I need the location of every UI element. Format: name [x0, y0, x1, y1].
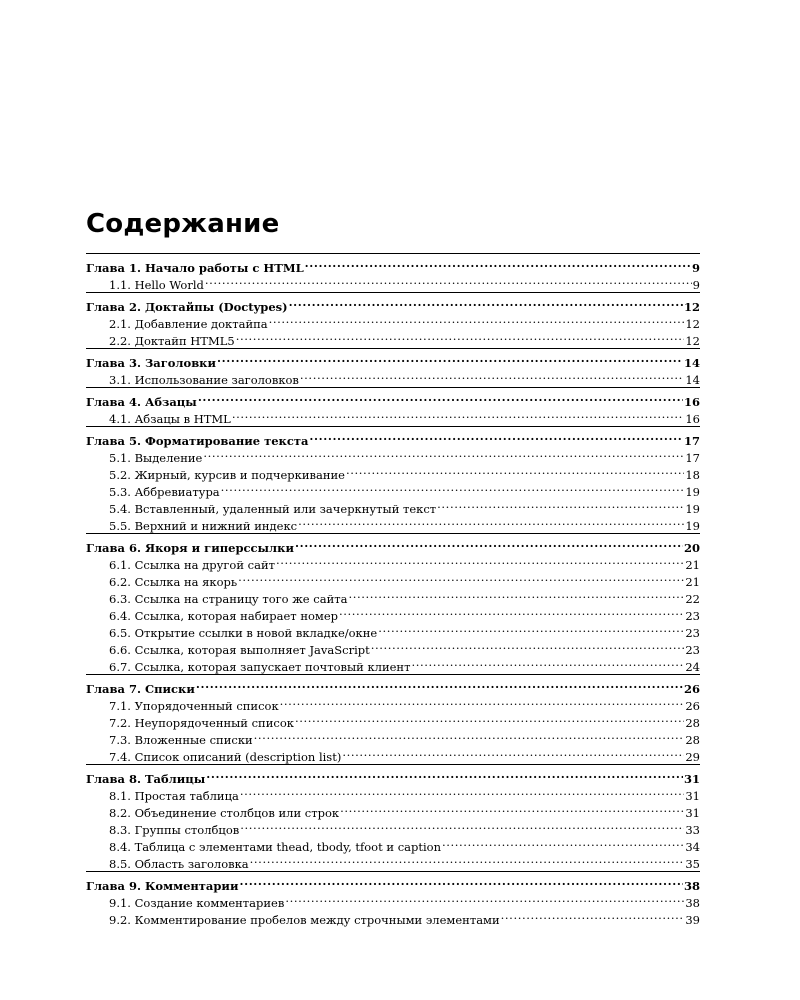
section-title: 8.3. Группы столбцов: [109, 823, 240, 837]
section-title: 3.1. Использование заголовков: [109, 373, 299, 387]
toc-chapter-block: [86, 387, 700, 426]
page-number: 22: [685, 592, 700, 606]
page-number: 31: [683, 772, 700, 786]
section-title: 6.3. Ссылка на страницу того же сайта: [109, 592, 348, 606]
dot-leader: [340, 800, 684, 817]
chapter-title: Глава 4. Абзацы: [86, 395, 197, 409]
chapter-title: Глава 8. Таблицы: [86, 772, 206, 786]
page-number: 19: [685, 485, 700, 499]
page-title: Содержание: [86, 209, 280, 239]
page-number: 19: [685, 502, 700, 516]
page-number: 20: [683, 541, 700, 555]
section-title: 9.1. Создание комментариев: [109, 896, 285, 910]
dot-leader: [205, 272, 692, 289]
page-number: 39: [685, 913, 700, 927]
dot-leader: [232, 406, 685, 423]
dot-leader: [501, 907, 685, 924]
section-title: 7.1. Упорядоченный список: [109, 699, 279, 713]
chapter-title: Глава 1. Начало работы с HTML: [86, 261, 304, 275]
chapter-title: Глава 9. Комментарии: [86, 879, 239, 893]
page-number: 28: [685, 716, 700, 730]
section-title: 5.5. Верхний и нижний индекс: [109, 519, 298, 533]
page-number: 34: [685, 840, 700, 854]
dot-leader: [305, 255, 691, 272]
page-number: 31: [685, 806, 700, 820]
dot-leader: [217, 350, 683, 367]
page-number: 17: [685, 451, 700, 465]
section-title: 6.6. Ссылка, которая выполняет JavaScript: [109, 643, 370, 657]
page-number: 28: [685, 733, 700, 747]
toc-chapter-entry[interactable]: [86, 766, 700, 786]
toc-chapter-entry[interactable]: [86, 535, 700, 555]
page-number: 16: [685, 412, 700, 426]
dot-leader: [269, 311, 685, 328]
section-title: 6.1. Ссылка на другой сайт: [109, 558, 275, 572]
toc-chapter-block: [86, 426, 700, 533]
toc-chapter-block: [86, 871, 700, 927]
dot-leader: [300, 367, 684, 384]
dot-leader: [276, 552, 684, 569]
page-number: 38: [685, 896, 700, 910]
toc-chapter-block: [86, 292, 700, 348]
page-number: 29: [685, 750, 700, 764]
toc-chapter-entry[interactable]: [86, 676, 700, 696]
page-number: 21: [685, 575, 700, 589]
toc-chapter-entry[interactable]: [86, 294, 700, 314]
dot-leader: [198, 389, 683, 406]
table-of-contents: [86, 253, 700, 927]
section-title: 2.2. Доктайп HTML5: [109, 334, 235, 348]
toc-chapter-block: [86, 533, 700, 674]
section-title: 8.1. Простая таблица: [109, 789, 239, 803]
dot-leader: [203, 445, 684, 462]
dot-leader: [221, 479, 685, 496]
page-number: 17: [683, 434, 700, 448]
dot-leader: [250, 851, 685, 868]
page-number: 14: [683, 356, 700, 370]
page-number: 24: [685, 660, 700, 674]
section-title: 5.2. Жирный, курсив и подчеркивание: [109, 468, 345, 482]
section-title: 1.1. Hello World: [109, 278, 204, 292]
section-title: 7.2. Неупорядоченный список: [109, 716, 294, 730]
page-number: 21: [685, 558, 700, 572]
page-number: 23: [685, 609, 700, 623]
page-number: 26: [683, 682, 700, 696]
section-title: 7.3. Вложенные списки: [109, 733, 253, 747]
chapter-title: Глава 5. Форматирование текста: [86, 434, 309, 448]
section-title: 4.1. Абзацы в HTML: [109, 412, 231, 426]
dot-leader: [371, 637, 685, 654]
chapter-title: Глава 2. Доктайпы (Doctypes): [86, 300, 288, 314]
page-number: 9: [691, 261, 700, 275]
page-number: 35: [685, 857, 700, 871]
dot-leader: [339, 603, 684, 620]
section-title: 6.2. Ссылка на якорь: [109, 575, 238, 589]
dot-leader: [437, 496, 684, 513]
page-number: 12: [683, 300, 700, 314]
toc-chapter-entry[interactable]: [86, 350, 700, 370]
page-number: 19: [685, 519, 700, 533]
page-number: 9: [692, 278, 700, 292]
dot-leader: [411, 654, 684, 671]
section-title: 6.4. Ссылка, которая набирает номер: [109, 609, 339, 623]
dot-leader: [236, 328, 685, 345]
toc-chapter-block: [86, 253, 700, 292]
dot-leader: [298, 513, 684, 530]
dot-leader: [295, 710, 684, 727]
dot-leader: [254, 727, 685, 744]
page-number: 31: [685, 789, 700, 803]
toc-chapter-block: [86, 674, 700, 764]
dot-leader: [240, 817, 684, 834]
page-number: 23: [685, 626, 700, 640]
dot-leader: [239, 873, 683, 890]
dot-leader: [442, 834, 684, 851]
dot-leader: [346, 462, 684, 479]
section-title: 5.3. Аббревиатура: [109, 485, 220, 499]
page-number: 16: [683, 395, 700, 409]
dot-leader: [342, 744, 684, 761]
section-title: 5.1. Выделение: [109, 451, 203, 465]
dot-leader: [348, 586, 684, 603]
section-title: 7.4. Список описаний (description list): [109, 750, 342, 764]
page-number: 38: [683, 879, 700, 893]
page-number: 18: [685, 468, 700, 482]
dot-leader: [206, 766, 683, 783]
toc-chapter-entry[interactable]: [86, 255, 700, 275]
chapter-title: Глава 7. Списки: [86, 682, 195, 696]
dot-leader: [285, 890, 684, 907]
page-number: 33: [685, 823, 700, 837]
section-title: 9.2. Комментирование пробелов между строчными элементами: [109, 913, 500, 927]
dot-leader: [378, 620, 684, 637]
section-title: 8.2. Объединение столбцов или строк: [109, 806, 340, 820]
dot-leader: [280, 693, 685, 710]
section-title: 6.5. Открытие ссылки в новой вкладке/окне: [109, 626, 378, 640]
section-title: 8.5. Область заголовка: [109, 857, 249, 871]
dot-leader: [196, 676, 683, 693]
chapter-title: Глава 3. Заголовки: [86, 356, 217, 370]
page-number: 12: [685, 334, 700, 348]
section-title: 5.4. Вставленный, удаленный или зачеркнутый текст: [109, 502, 437, 516]
toc-chapter-entry[interactable]: [86, 873, 700, 893]
section-title: 6.7. Ссылка, которая запускает почтовый клиент: [109, 660, 411, 674]
dot-leader: [289, 294, 683, 311]
section-title: 2.1. Добавление доктайпа: [109, 317, 268, 331]
chapter-title: Глава 6. Якоря и гиперссылки: [86, 541, 294, 555]
dot-leader: [295, 535, 683, 552]
page-number: 14: [685, 373, 700, 387]
toc-chapter-entry[interactable]: [86, 428, 700, 448]
toc-chapter-entry[interactable]: [86, 389, 700, 409]
section-title: 8.4. Таблица с элементами thead, tbody, tfoot и caption: [109, 840, 441, 854]
dot-leader: [238, 569, 684, 586]
page-number: 26: [685, 699, 700, 713]
toc-chapter-block: [86, 348, 700, 387]
page-number: 23: [685, 643, 700, 657]
dot-leader: [309, 428, 683, 445]
dot-leader: [240, 783, 685, 800]
toc-chapter-block: [86, 764, 700, 871]
page-number: 12: [685, 317, 700, 331]
